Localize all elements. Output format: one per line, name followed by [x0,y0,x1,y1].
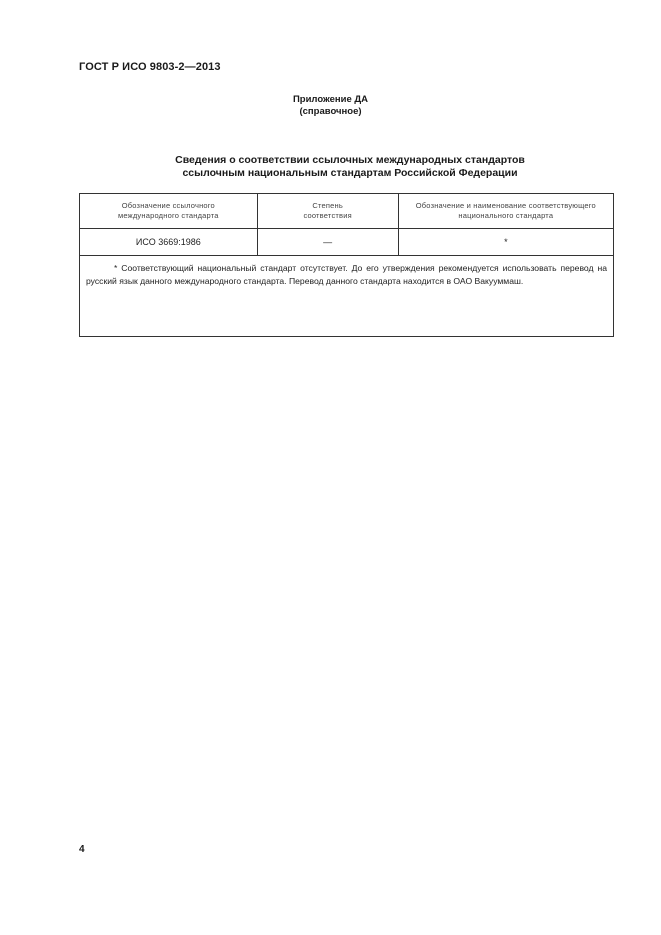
page-number: 4 [79,844,85,855]
header-degree-of-compliance [257,194,398,229]
footnote-text: * Соответствующий национальный стандарт отсутствует. До его утверждения рекомендуется использовать перевод на русский язык данного международного стандарта. Перевод данного стандарта находится в ОАО Вакууммаш. [86,263,607,286]
appendix-title: Приложение ДА [292,94,369,105]
header-national-standard [398,194,613,229]
table-footnote-row [80,256,614,337]
header-cell-line: национального стандарта [458,211,554,220]
table-row [80,229,614,256]
cell-international-standard: ИСО 3669:1986 [80,229,258,256]
cell-national-standard: * [398,229,613,256]
appendix-subtitle: (справочное) [299,106,362,117]
main-title [0,154,661,180]
header-cell-line: Степень [312,201,343,210]
header-cell-line: Обозначение и наименование соответствующего [415,201,596,210]
appendix-heading [0,94,661,118]
header-cell-line: соответствия [303,211,352,220]
header-international-standard [80,194,258,229]
main-title-line-2: ссылочным национальным стандартам Российской Федерации [182,167,518,179]
document-header: ГОСТ Р ИСО 9803-2—2013 [79,61,221,73]
header-cell-line: Обозначение ссылочного [121,201,215,210]
header-cell-line: международного стандарта [118,211,219,220]
cell-degree-of-compliance: — [257,229,398,256]
table-header-row [80,194,614,229]
table-footnote [80,256,614,337]
main-title-line-1: Сведения о соответствии ссылочных международных стандартов [175,154,525,166]
correspondence-table [79,193,614,337]
